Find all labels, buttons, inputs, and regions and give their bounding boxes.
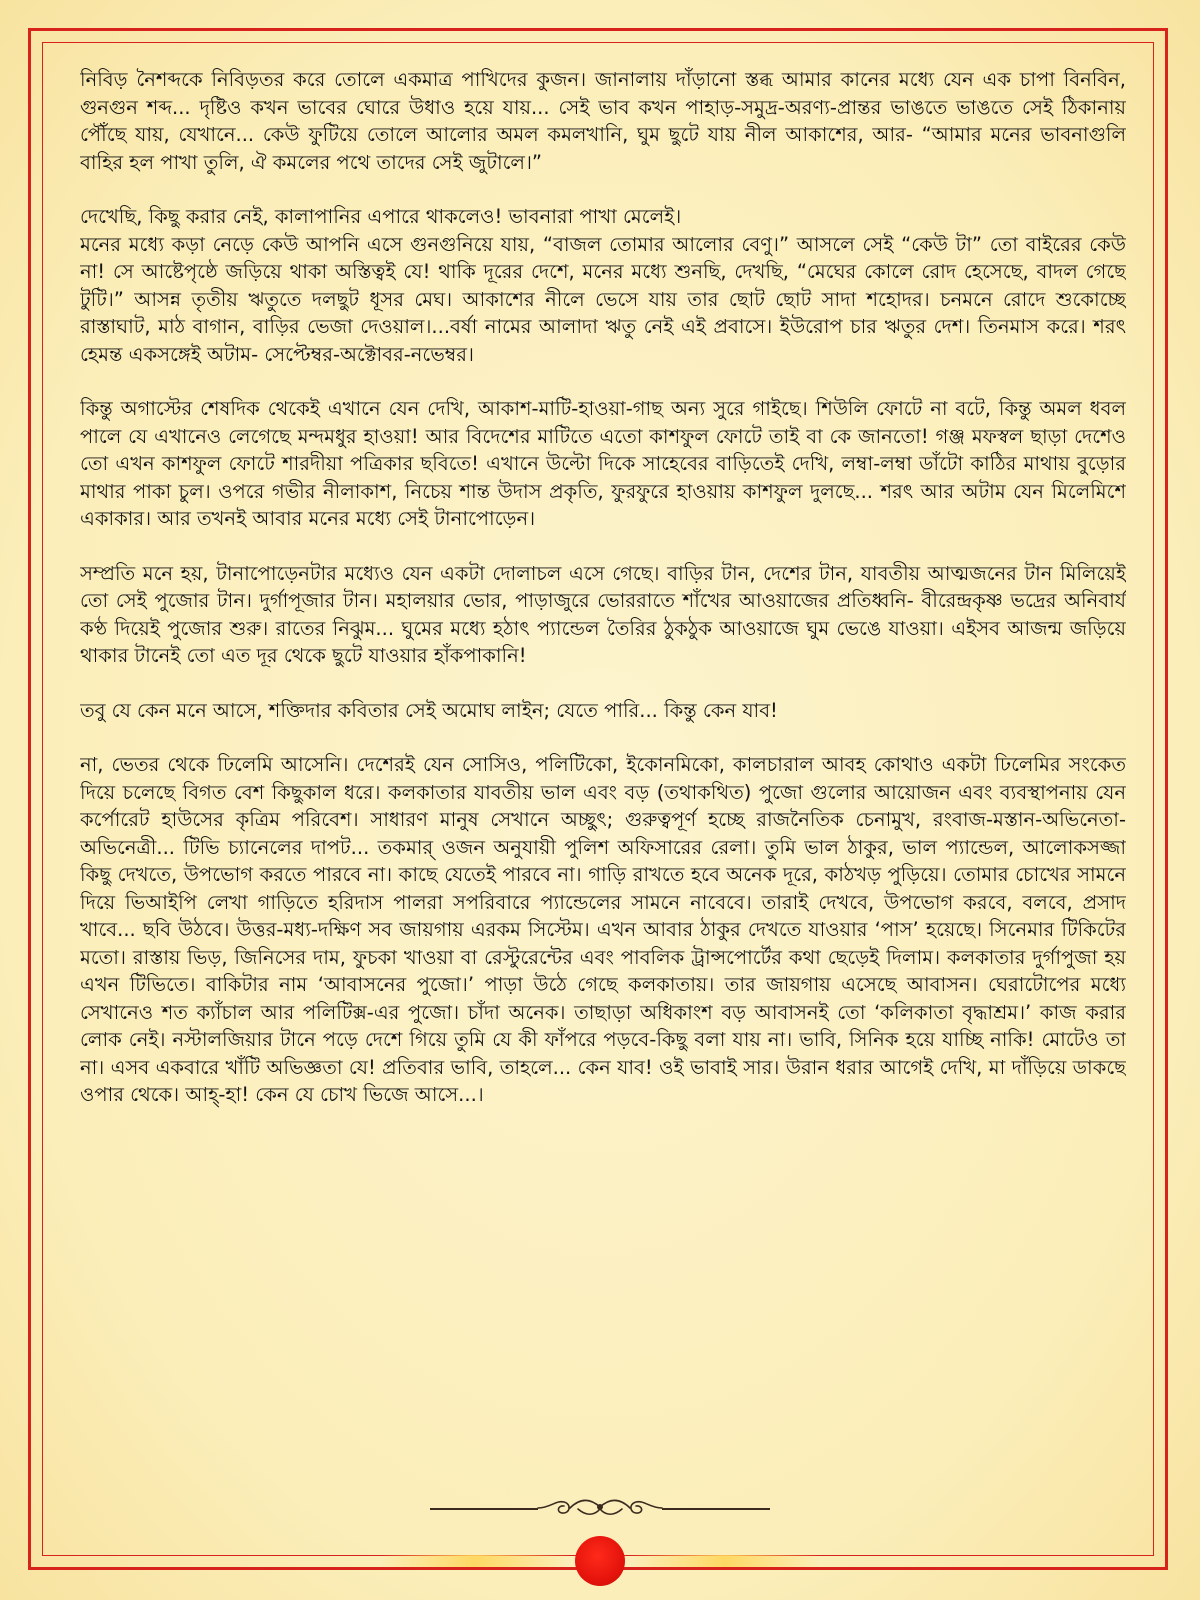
seal-glow-right: [630, 1555, 820, 1567]
paragraph-3: মনের মধ্যে কড়া নেড়ে কেউ আপনি এসে গুনগুনিয়ে যায়, “বাজল তোমার আলোর বেণু।” আসলে সেই “কেউ টা” তো বাইরের কেউ না! সে আষ্টেপৃষ্ঠে জড়িয়ে থাকা অস্তিত্বই যে! থাকি দূরের দেশে, মনের মধ্যে শুনছি, দেখছি, “মেঘের কোলে রোদ হেসেছে, বাদল গেছে টুটি।” আসন্ন তৃতীয় ঋতুতে দলছুট ধূসর মেঘ। আকাশের নীলে ভেসে যায় তার ছোট ছোট সাদা শহোদর। চনমনে রোদে শুকোচ্ছে রাস্তাঘাট, মাঠ বাগান, বাড়ির ভেজা দেওয়াল।...বর্ষা নামের আলাদা ঋতু নেই এই প্রবাসে। ইউরোপ চার ঋতুর দেশ। তিনমাস করে। শরৎ হেমন্ত একসঙ্গেই অটাম- সেপ্টেম্বর-অক্টোবর-নভেম্বর।: [80, 232, 1126, 366]
article-body: [80, 66, 1126, 1486]
scroll-flourish-icon: [430, 1494, 770, 1520]
paragraph-7: না, ভেতর থেকে ঢিলেমি আসেনি। দেশেরই যেন সোসিও, পলিটিকো, ইকোনমিকো, কালচারাল আবহ কোথাও একটা ঢিলেমির সংকেত দিয়ে চলেছে বিগত বেশ কিছুকাল ধরে। কলকাতার যাবতীয় ভাল এবং বড় (তথাকথিত) পুজো গুলোর আয়োজন এবং ব্যবস্থাপনায় যেন কর্পোরেট হাউসের কৃত্রিম পরিবেশ। সাধারণ মানুষ সেখানে অচ্ছুৎ; গুরুত্বপূর্ণ হচ্ছে রাজনৈতিক চেনামুখ, রংবাজ-মস্তান-অভিনেতা-অভিনেত্রী... টিভি চ্যানেলের দাপট... তকমার্ ওজন অনুযায়ী পুলিশ অফিসারের রেলা। তুমি ভাল ঠাকুর, ভাল প্যান্ডেল, আলোকসজ্জা কিছু দেখতে, উপভোগ করতে পারবে না। কাছে যেতেই পারবে না। গাড়ি রাখতে হবে অনেক দূরে, কাঠখড় পুড়িয়ে। তোমার চোখের সামনে দিয়ে ভিআইপি লেখা গাড়িতে হরিদাস পালরা সপরিবারে প্যান্ডেলের সামনে নাবেবে। তারাই দেখবে, উপভোগ করবে, বলবে, প্রসাদ খাবে... ছবি উঠবে। উত্তর-মধ্য-দক্ষিণ সব জায়গায় এরকম সিস্টেম। এখন আবার ঠাকুর দেখতে যাওয়ার ‘পাস’ হয়েছে। সিনেমার টিকিটের মতো। রাস্তায় ভিড়, জিনিসের দাম, ফুচকা খাওয়া বা রেস্টুরেন্টের এবং পাবলিক ট্রান্সপোর্টের কথা ছেড়েই দিলাম। কলকাতার দুর্গাপুজা হয় এখন টিভিতে। বাকিটার নাম ‘আবাসনের পুজো।’ পাড়া উঠে গেছে কলকাতায়। তার জায়গায় এসেছে আবাসন। ঘেরাটোপের মধ্যে সেখানেও শত ক্যাঁচাল আর পলিটিক্স-এর পুজো। চাঁদা অনেক। তাছাড়া অধিকাংশ বড় আবাসনই তো ‘কলিকাতা বৃদ্ধাশ্রম।’ কাজ করার লোক নেই। নস্টালজিয়ার টানে পড়ে দেশে গিয়ে তুমি যে কী ফাঁপরে পড়বে-কিছু বলা যায় না। ভাবি, সিনিক হয়ে যাচ্ছি নাকি! মোটেও তা না। এসব একবারে খাঁটি অভিজ্ঞতা যে! প্রতিবার ভাবি, তাহলে... কেন যাব! ওই ভাবাই সার। উরান ধরার আগেই দেখি, মা দাঁড়িয়ে ডাকছে ওপার থেকে। আহ্-হা! কেন যে চোখ ভিজে আসে...।: [80, 753, 1126, 1106]
seal-glow-left: [380, 1555, 570, 1567]
paragraph-1: নিবিড় নৈশব্দকে নিবিড়তর করে তোলে একমাত্র পাখিদের কুজন। জানালায় দাঁড়ানো স্তব্ধ আমার কানের মধ্যে যেন এক চাপা বিনবিন, গুনগুন শব্দ... দৃষ্টিও কখন ভাবের ঘোরে উধাও হয়ে যায়... সেই ভাব কখন পাহাড়-সমুদ্র-অরণ্য-প্রান্তর ভাঙতে ভাঙতে সেই ঠিকানায় পৌঁছে যায়, যেখানে... কেউ ফুটিয়ে তোলে আলোর অমল কমলখানি, ঘুম ছুটে যায় নীল আকাশের, আর- “আমার মনের ভাবনাগুলি বাহির হল পাখা তুলি, ঐ কমলের পথে তাদের সেই জুটালে।”: [80, 68, 1126, 174]
paragraph-5: সম্প্রতি মনে হয়, টানাপোড়েনটার মধ্যেও যেন একটা দোলাচল এসে গেছে। বাড়ির টান, দেশের টান, যাবতীয় আত্মজনের টান মিলিয়েই তো সেই পুজোর টান। দুর্গাপূজার টান। মহালয়ার ভোর, পাড়াজুরে ভোররাতে শাঁখের আওয়াজের প্রতিধ্বনি- বীরেন্দ্রকৃষ্ণ ভদ্রের অনিবার্য কণ্ঠ দিয়েই পুজোর শুরু। রাতের নিঝুম... ঘুমের মধ্যে হঠাৎ প্যান্ডেল তৈরির ঠুকঠুক আওয়াজে ঘুম ভেঙে যাওয়া। এইসব আজন্ম জড়িয়ে থাকার টানেই তো এত দূর থেকে ছুটে যাওয়ার হাঁকপাকানি!: [80, 561, 1126, 667]
paragraph-4: কিন্তু অগাস্টের শেষদিক থেকেই এখানে যেন দেখি, আকাশ-মাটি-হাওয়া-গাছ অন্য সুরে গাইছে। শিউলি ফোটে না বটে, কিন্তু অমল ধবল পালে যে এখানেও লেগেছে মন্দমধুর হাওয়া! আর বিদেশের মাটিতে এতো কাশফুল ফোটে তাই বা কে জানতো! গঞ্জ মফস্বল ছাড়া দেশেও তো এখন কাশফুল ফোটে শারদীয়া পত্রিকার ছবিতে! এখানে উল্টো দিকে সাহেবের বাড়িতেই দেখি, লম্বা-লম্বা ডাঁটো কাঠির মাথায় বুড়োর মাথার পাকা চুল। ওপরে গভীর নীলাকাশ, নিচেয় শান্ত উদাস প্রকৃতি, ফুরফুরে হাওয়ায় কাশফুল দুলছে... শরৎ আর অটাম যেন মিলেমিশে একাকার। আর তখনই আবার মনের মধ্যে সেই টানাপোড়েন।: [80, 397, 1126, 530]
paragraph-6: তবু যে কেন মনে আসে, শক্তিদার কবিতার সেই অমোঘ লাইন; যেতে পারি... কিন্তু কেন যাব!: [80, 698, 778, 722]
red-seal-icon: [575, 1536, 625, 1586]
paragraph-2: দেখেছি, কিছু করার নেই, কালাপানির এপারে থাকলেও! ভাবনারা পাখা মেলেই।: [80, 205, 682, 228]
